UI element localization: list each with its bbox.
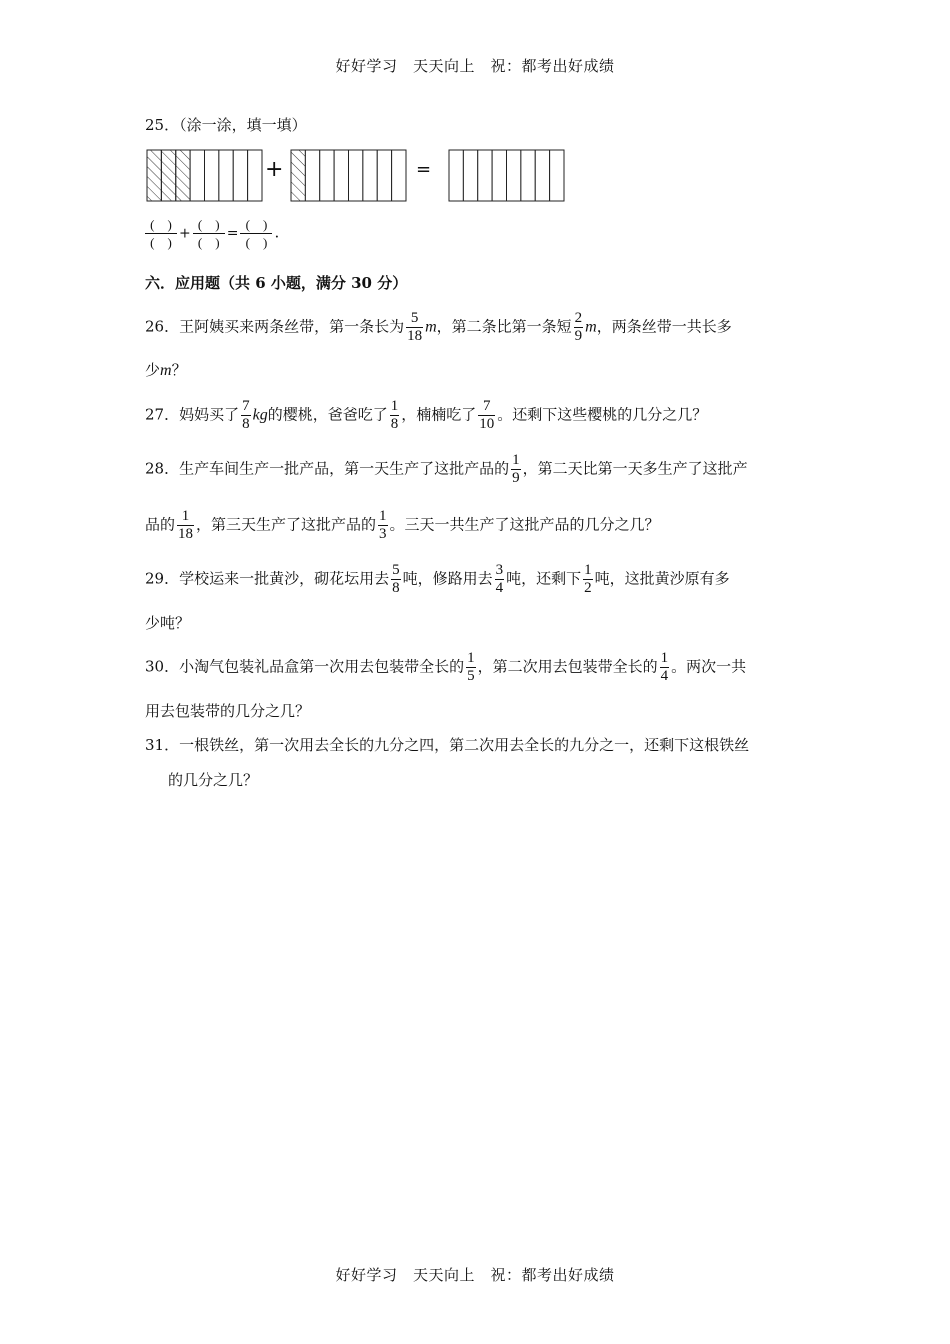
plus-sign: + [265, 157, 284, 182]
bar-cell [248, 150, 262, 201]
fraction: $\frac{1}{8}$ [390, 398, 399, 432]
question-29-line-1: 29．学校运来一批黄沙，砌花坛用去 $\frac{5}{8}$ 吨，修路用去 $\frac{3}{4}$ 吨，还剩下 $\frac{1}{2}$ 吨，这批黄沙原有多 [145, 562, 730, 596]
question-30-line-2: 用去包装带的几分之几？ [145, 702, 311, 720]
bar-cell [305, 150, 319, 201]
fraction: $\frac{1}{18}$ [178, 508, 194, 542]
blank-fraction-2: $\frac{( )}{( )}$ [193, 216, 225, 251]
bar-cell [205, 150, 219, 201]
bar-cell [463, 150, 477, 201]
bar-cell [334, 150, 348, 201]
fraction: $\frac{1}{9}$ [512, 452, 520, 486]
bar-cell [449, 150, 463, 201]
blank-fraction-3: $\frac{( )}{( )}$ [240, 216, 272, 251]
question-31-line-1: 31．一根铁丝，第一次用去全长的九分之四，第二次用去全长的九分之一，还剩下这根铁丝 [145, 736, 750, 754]
bar-cell [507, 150, 521, 201]
blank-equation: $\frac{( )}{( )}$ + $\frac{( )}{( )}$ = $\frac{( )}{( )}$ . [143, 216, 279, 251]
bar-cell [521, 150, 535, 201]
fraction: $\frac{3}{4}$ [495, 562, 504, 596]
page-header: 好好学习 天天向上 祝：都考出好成绩 [335, 57, 615, 75]
page-footer: 好好学习 天天向上 祝：都考出好成绩 [335, 1266, 615, 1284]
bar-cell [320, 150, 334, 201]
question-26-line-1: 26．王阿姨买来两条丝带，第一条长为 $\frac{5}{18}$ m，第二条比第一条短 $\frac{2}{9}$ m，两条丝带一共长多 [145, 310, 732, 344]
bar-cell [363, 150, 377, 201]
bar-cell [219, 150, 233, 201]
question-27: 27．妈妈买了 $\frac{7}{8}$ kg的樱桃，爸爸吃了 $\frac{1}{8}$ ，楠楠吃了 $\frac{7}{10}$ 。还剩下这些樱桃的几分之几？ [145, 398, 708, 432]
fraction: $\frac{7}{10}$ [479, 398, 495, 432]
bar-cell [190, 150, 204, 201]
bar-cell [377, 150, 391, 201]
question-25-title: 25．（涂一涂，填一填） [145, 116, 307, 134]
fraction: $\frac{7}{8}$ [242, 398, 250, 432]
fraction: $\frac{5}{18}$ [407, 310, 423, 344]
question-29-line-2: 少吨？ [145, 614, 191, 632]
equals-sign: = [416, 159, 432, 180]
bar-cell [176, 150, 190, 201]
fraction: $\frac{5}{8}$ [392, 562, 400, 596]
bar-cell [492, 150, 506, 201]
fraction: $\frac{1}{5}$ [467, 650, 475, 684]
question-28-line-2: 品的 $\frac{1}{18}$ ，第三天生产了这批产品的 $\frac{1}{3}$ 。三天一共生产了这批产品的几分之几？ [145, 508, 660, 542]
bar-cell [349, 150, 363, 201]
fraction: $\frac{1}{2}$ [584, 562, 592, 596]
fraction: $\frac{2}{9}$ [574, 310, 583, 344]
bar-cell [392, 150, 406, 201]
bar-cell [478, 150, 492, 201]
question-26-line-2: 少m？ [145, 361, 187, 379]
question-30-line-1: 30．小淘气包装礼品盒第一次用去包装带全长的 $\frac{1}{5}$ ，第二次用去包装带全长的 $\frac{1}{4}$ 。两次一共 [145, 650, 747, 684]
question-28-line-1: 28．生产车间生产一批产品，第一天生产了这批产品的 $\frac{1}{9}$ ，第二天比第一天多生产了这批产 [145, 452, 748, 486]
bar-cell [291, 150, 305, 201]
question-31-line-2: 的几分之几？ [168, 771, 259, 789]
blank-fraction-1: $\frac{( )}{( )}$ [145, 216, 177, 251]
fraction: $\frac{1}{3}$ [379, 508, 387, 542]
section-6-title: 六．应用题（共 6 小题，满分 30 分） [145, 274, 408, 292]
bar-cell [233, 150, 247, 201]
fraction: $\frac{1}{4}$ [660, 650, 669, 684]
bar-cell [161, 150, 175, 201]
bar-cell [147, 150, 161, 201]
bar-cell [535, 150, 549, 201]
bar-cell [550, 150, 564, 201]
